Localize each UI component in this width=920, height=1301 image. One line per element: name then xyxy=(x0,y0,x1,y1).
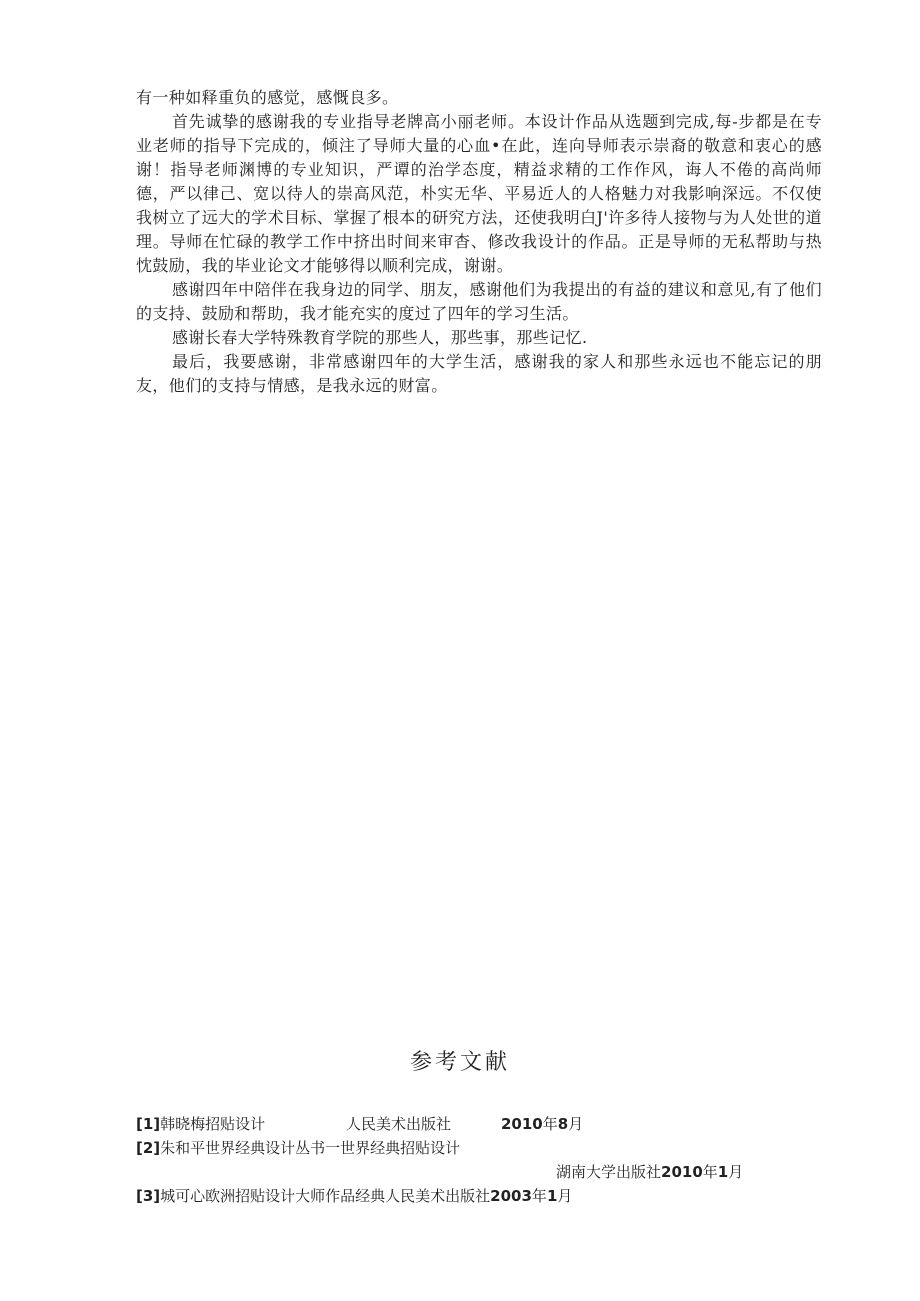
ack-paragraph-5: 最后，我要感谢，非常感谢四年的大学生活，感谢我的家人和那些永远也不能忘记的朋友，他们的支持与情感，是我永远的财富。 xyxy=(136,352,822,395)
reference-publisher: 人民美术出版社 xyxy=(346,1115,452,1133)
reference-item-3 xyxy=(136,1184,822,1208)
reference-month-suffix: 月 xyxy=(728,1163,744,1181)
reference-year: 2010 xyxy=(501,1115,543,1133)
reference-month-suffix: 月 xyxy=(557,1187,573,1205)
reference-author-title: 城可心欧洲招贴设计大师作品经典人民美术出版社 xyxy=(160,1187,491,1205)
reference-item-2-continued xyxy=(136,1160,822,1184)
reference-month: 1 xyxy=(546,1187,558,1205)
references-list xyxy=(136,1112,822,1208)
reference-number: [2] xyxy=(136,1139,161,1157)
ack-paragraph-1: 有一种如释重负的感觉，感慨良多。 xyxy=(136,88,399,107)
reference-author-title: 朱和平世界经典设计丛书一世界经典招贴设计 xyxy=(160,1139,461,1157)
reference-publisher: 湖南大学出版社 xyxy=(556,1163,662,1181)
reference-year: 2003 xyxy=(490,1187,532,1205)
reference-year-suffix: 年 xyxy=(702,1163,718,1181)
reference-year-suffix: 年 xyxy=(542,1115,558,1133)
ack-paragraph-3: 感谢四年中陪伴在我身边的同学、朋友，感谢他们为我提出的有益的建议和意见,有了他们的支持、鼓励和帮助，我才能充实的度过了四年的学习生活。 xyxy=(136,280,822,323)
reference-year-suffix: 年 xyxy=(531,1187,547,1205)
reference-item-1 xyxy=(136,1112,822,1136)
reference-item-2 xyxy=(136,1136,822,1160)
reference-author-title: 韩晓梅招贴设计 xyxy=(160,1115,266,1133)
reference-number: [1] xyxy=(136,1115,161,1133)
reference-number: [3] xyxy=(136,1187,161,1205)
reference-month: 1 xyxy=(717,1163,729,1181)
reference-month: 8 xyxy=(557,1115,569,1133)
reference-month-suffix: 月 xyxy=(568,1115,584,1133)
references-heading: 参考文献 xyxy=(409,1050,510,1075)
acknowledgement-section xyxy=(136,86,822,398)
ack-paragraph-4: 感谢长春大学特殊教育学院的那些人，那些事，那些记忆. xyxy=(172,328,588,347)
reference-year: 2010 xyxy=(661,1163,703,1181)
ack-paragraph-2: 首先诚挚的感谢我的专业指导老牌高小丽老师。本设计作品从选题到完成,每-步都是在专业老师的指导下完成的，倾注了导师大量的心血•在此，连向导师表示崇裔的敬意和衷心的感谢！指导老师渊博的专业知识，严谭的治学态度，精益求精的工作作风，诲人不倦的高尚师德，严以律己、宽以待人的崇高风范，朴实无华、平易近人的人格魅力对我影响深远。不仅使我树立了远大的学术目标、掌握了根本的研究方法，还使我明白J'许多待人接物与为人处世的道理。导师在忙碌的教学工作中挤出时间来审杳、修改我设计的作品。正是导师的无私帮助与热忱鼓励，我的毕业论文才能够得以顺利完成，谢谢。 xyxy=(136,112,822,275)
